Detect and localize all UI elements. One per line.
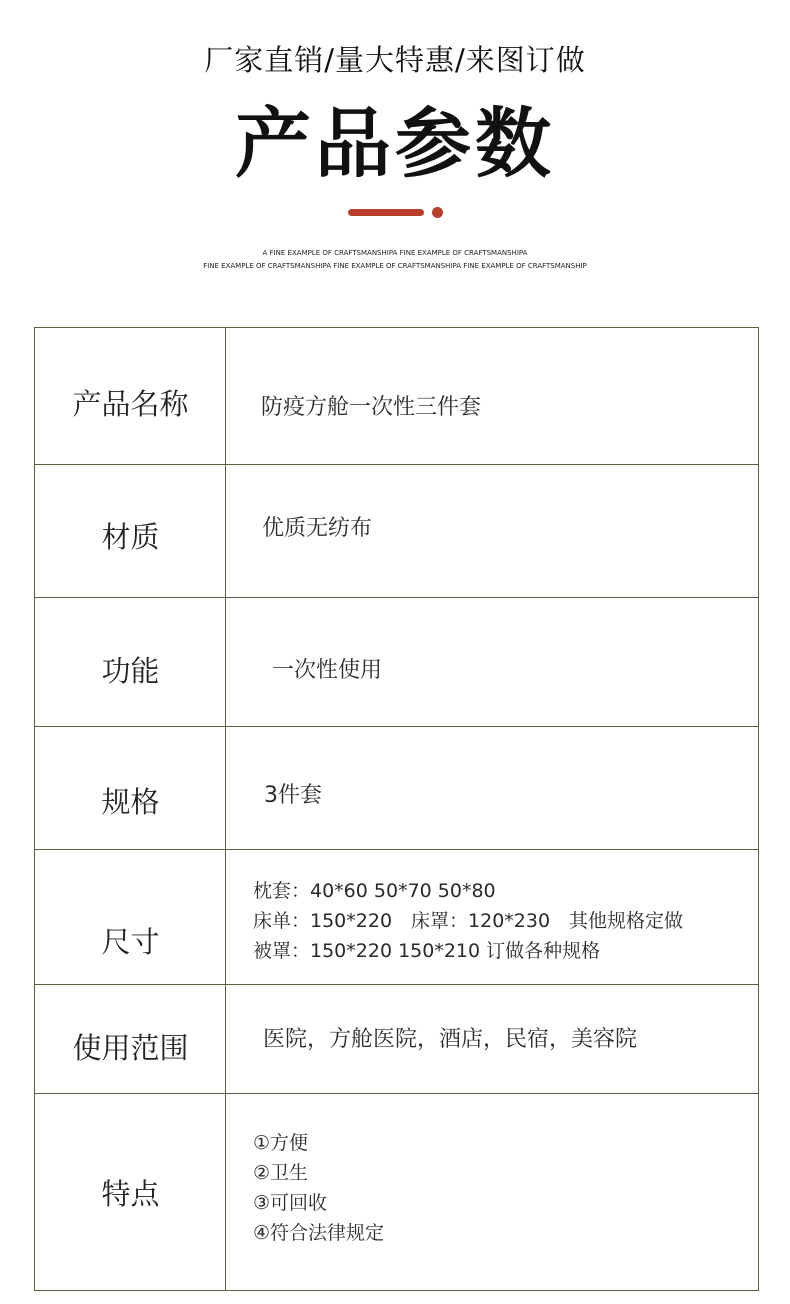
size-line: 枕套：40*60 50*70 50*80: [253, 880, 496, 902]
row-label: [35, 985, 226, 1093]
row-label-text: 规格: [101, 785, 160, 819]
table-row-product-name: [35, 328, 758, 465]
row-label: [35, 598, 226, 726]
row-label-text: 产品名称: [72, 387, 189, 421]
feature-item: ④符合法律规定: [253, 1222, 385, 1244]
row-value-text: 优质无纺布: [262, 516, 373, 541]
feature-item: ①方便: [253, 1132, 309, 1154]
row-value-text: 一次性使用: [272, 658, 383, 683]
row-value: [226, 465, 758, 597]
row-value: [226, 1094, 758, 1290]
feature-item: ③可回收: [253, 1192, 328, 1214]
table-row-size: [35, 850, 758, 985]
row-value-text: 3件套: [264, 783, 322, 808]
page-subtitle: 厂家直销/量大特惠/来图订做: [204, 43, 586, 77]
table-row-material: [35, 465, 758, 598]
row-value-lines: [253, 1128, 384, 1248]
page-title: 产品参数: [235, 99, 555, 188]
size-line: 被罩：150*220 150*210 订做各种规格: [253, 940, 601, 962]
tagline-line-2: FINE EXAMPLE OF CRAFTSMANSHIPA FINE EXAMPLE OF CRAFTSMANSHIPA FINE EXAMPLE OF CRAFTSMANSHIP: [203, 262, 587, 270]
feature-item: ②卫生: [253, 1162, 309, 1184]
header: [0, 0, 790, 300]
row-value-lines: [253, 876, 683, 966]
accent-dot: [432, 207, 443, 218]
row-label: [35, 328, 226, 464]
row-value: [226, 850, 758, 984]
row-label: [35, 727, 226, 849]
row-label: [35, 850, 226, 984]
table-row-usage-scope: [35, 985, 758, 1094]
row-label-text: 尺寸: [101, 925, 160, 959]
row-value: [226, 598, 758, 726]
row-value: [226, 328, 758, 464]
row-label-text: 特点: [101, 1177, 160, 1211]
row-value: [226, 727, 758, 849]
row-label: [35, 465, 226, 597]
table-row-function: [35, 598, 758, 727]
tagline-line-1: A FINE EXAMPLE OF CRAFTSMANSHIPA FINE EXAMPLE OF CRAFTSMANSHIPA: [262, 249, 528, 257]
parameter-table: [34, 327, 759, 1291]
table-row-features: [35, 1094, 758, 1290]
row-value-text: 防疫方舱一次性三件套: [261, 395, 482, 420]
row-label-text: 使用范围: [72, 1031, 189, 1065]
accent-bar: [348, 209, 424, 216]
row-value-text: 医院，方舱医院，酒店，民宿，美容院: [263, 1027, 638, 1052]
row-label: [35, 1094, 226, 1290]
row-label-text: 材质: [101, 520, 160, 554]
row-value: [226, 985, 758, 1093]
row-label-text: 功能: [101, 654, 160, 688]
size-line: 床单：150*220 床罩：120*230 其他规格定做: [253, 910, 684, 932]
table-row-spec: [35, 727, 758, 850]
